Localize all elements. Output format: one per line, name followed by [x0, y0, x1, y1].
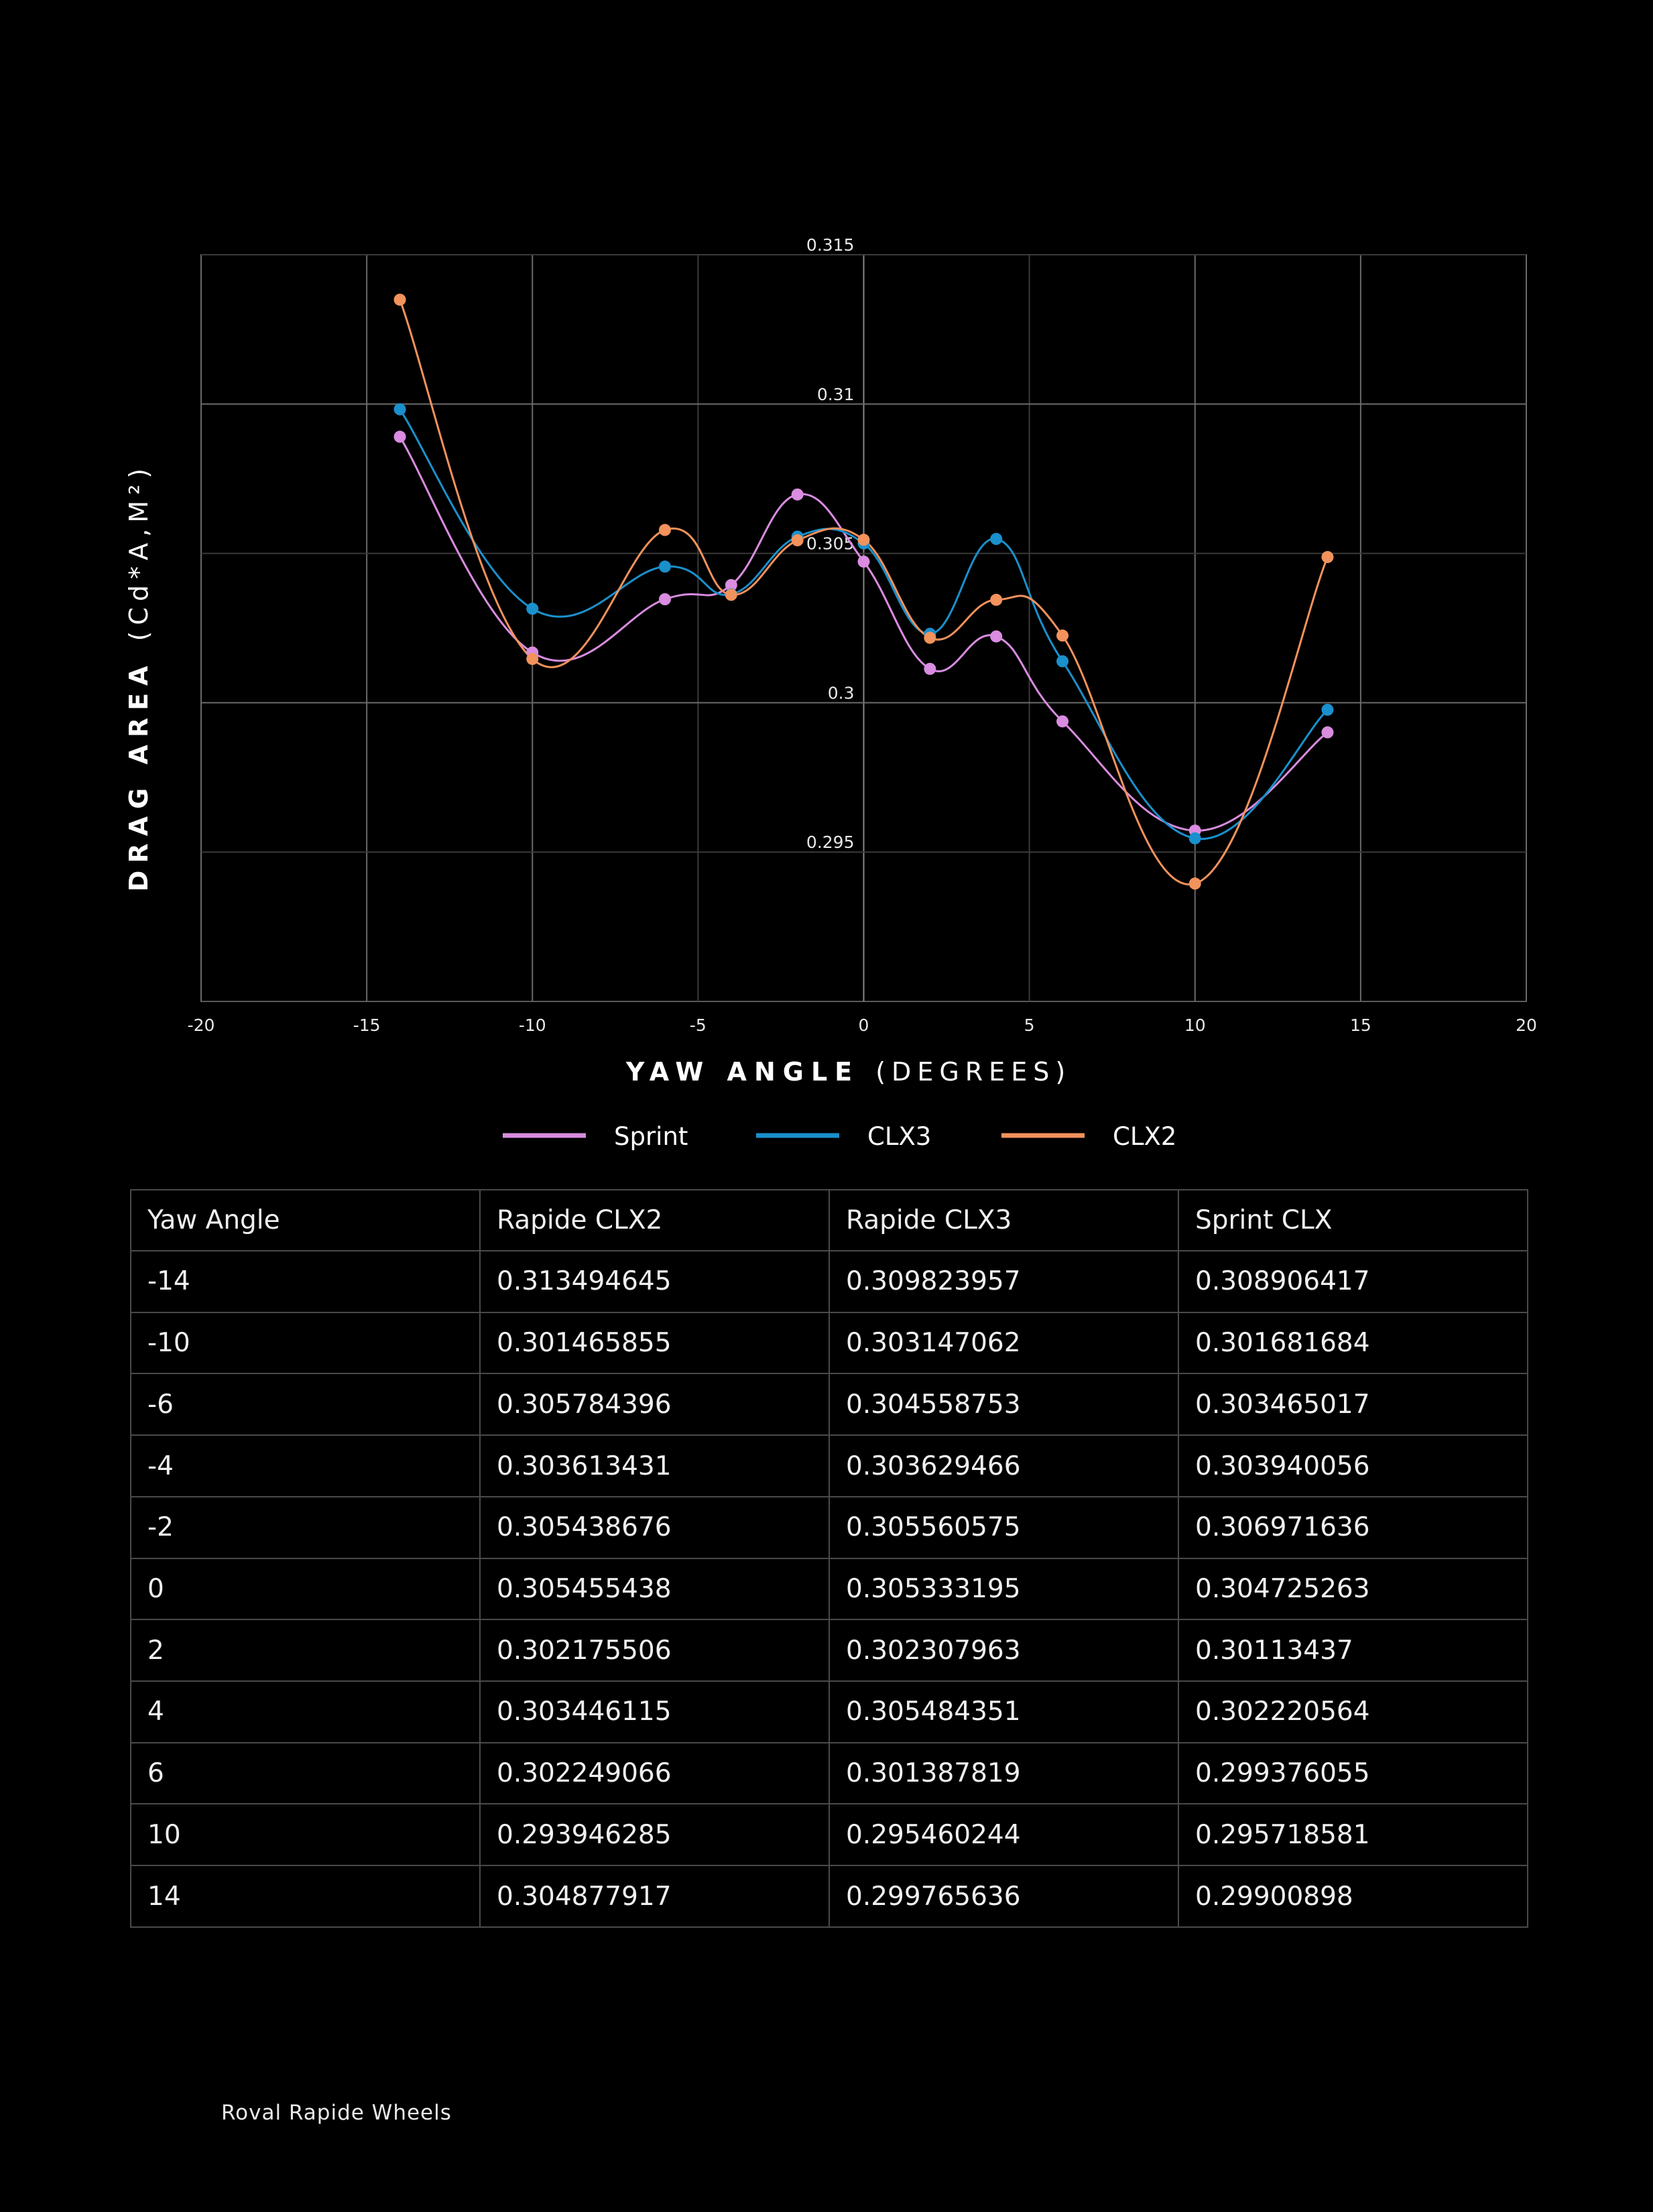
x-tick-label: 15	[1349, 1016, 1371, 1035]
table-row	[131, 1865, 1528, 1927]
header-rapide-clx3: Rapide CLX3	[829, 1190, 1178, 1251]
clx3-data-point	[1056, 656, 1068, 668]
legend-label-clx2: CLX2	[1113, 1122, 1177, 1151]
table-row	[131, 1681, 1528, 1743]
table-cell: -10	[131, 1312, 480, 1374]
clx2-data-point	[725, 589, 737, 601]
clx2-data-point	[858, 534, 870, 546]
clx3-data-point	[526, 603, 538, 615]
header-rapide-clx2: Rapide CLX2	[480, 1190, 829, 1251]
clx2-data-point	[659, 524, 671, 536]
footer-caption: Roval Rapide Wheels	[221, 2101, 452, 2125]
table-cell: 0.302175506	[480, 1619, 829, 1681]
table-cell: 0.301465855	[480, 1312, 829, 1374]
x-tick-label: 20	[1516, 1016, 1537, 1035]
clx3-data-point	[1189, 833, 1201, 845]
table-cell: 0.305455438	[480, 1558, 829, 1620]
table-cell: 0.305333195	[829, 1558, 1178, 1620]
y-tick-label: 0.31	[816, 384, 855, 404]
sprint-data-point	[659, 593, 671, 605]
table-cell: 0.305438676	[480, 1497, 829, 1558]
table-cell: 0.303940056	[1178, 1435, 1528, 1497]
x-axis-title	[625, 1057, 1071, 1087]
x-tick-label: -15	[353, 1016, 381, 1035]
clx3-data-point	[1321, 704, 1333, 716]
clx2-data-point	[924, 631, 936, 643]
sprint-data-point	[394, 431, 406, 443]
table-cell: 0.302249066	[480, 1743, 829, 1804]
y-tick-label: 0.3	[827, 683, 855, 703]
y-axis-title-unit: (Cd*A,M²)	[124, 462, 154, 641]
table-cell: 0.309823957	[829, 1251, 1178, 1312]
x-tick-label: 10	[1184, 1016, 1206, 1035]
table-cell: -4	[131, 1435, 480, 1497]
clx2-data-point	[990, 594, 1002, 606]
table-row	[131, 1312, 1528, 1374]
clx3-data-point	[990, 533, 1002, 545]
header-yaw-angle: Yaw Angle	[131, 1190, 480, 1251]
table-cell: 0.303629466	[829, 1435, 1178, 1497]
table-cell: 0.305484351	[829, 1681, 1178, 1743]
table-cell: 0.303465017	[1178, 1373, 1528, 1435]
table-header-row	[131, 1190, 1528, 1251]
y-tick-label: 0.305	[806, 534, 855, 554]
sprint-data-point	[858, 556, 870, 568]
table-cell: 10	[131, 1804, 480, 1865]
table-cell: -14	[131, 1251, 480, 1312]
y-axis-title	[124, 463, 154, 892]
x-axis-title-unit: (DEGREES)	[875, 1057, 1072, 1087]
x-tick-label: 0	[858, 1016, 869, 1035]
y-tick-label: 0.295	[806, 833, 855, 853]
clx3-data-point	[659, 560, 671, 572]
table-cell: 0.29900898	[1178, 1865, 1528, 1927]
table-cell: 0.305560575	[829, 1497, 1178, 1558]
table-cell: 0.30113437	[1178, 1619, 1528, 1681]
table-cell: 0.304877917	[480, 1865, 829, 1927]
legend-label-sprint: Sprint	[614, 1122, 688, 1151]
y-tick-labels	[806, 235, 855, 852]
table-row	[131, 1804, 1528, 1865]
x-tick-label: -5	[689, 1016, 707, 1035]
table-cell: 4	[131, 1681, 480, 1743]
table-cell: 0.304725263	[1178, 1558, 1528, 1620]
table-cell: 0.304558753	[829, 1373, 1178, 1435]
table-cell: 0.308906417	[1178, 1251, 1528, 1312]
table-cell: 2	[131, 1619, 480, 1681]
table-body	[131, 1251, 1528, 1927]
sprint-data-point	[924, 663, 936, 675]
clx2-data-point	[1321, 551, 1333, 563]
table-cell: 6	[131, 1743, 480, 1804]
sprint-data-point	[1321, 727, 1333, 739]
legend-label-clx3: CLX3	[867, 1122, 932, 1151]
clx2-data-point	[792, 534, 804, 546]
sprint-data-point	[1056, 715, 1068, 727]
sprint-data-point	[792, 489, 804, 501]
y-tick-label: 0.315	[806, 235, 855, 255]
clx2-data-point	[1056, 629, 1068, 641]
table-cell: -6	[131, 1373, 480, 1435]
table-row	[131, 1435, 1528, 1497]
x-tick-label: -20	[187, 1016, 215, 1035]
table-cell: 0.303613431	[480, 1435, 829, 1497]
table-cell: 0.293946285	[480, 1804, 829, 1865]
table-cell: 0.303446115	[480, 1681, 829, 1743]
table-row	[131, 1558, 1528, 1620]
chart-legend	[503, 1122, 1176, 1151]
table-cell: 0.301387819	[829, 1743, 1178, 1804]
table-cell: 0.301681684	[1178, 1312, 1528, 1374]
clx2-data-point	[1189, 877, 1201, 889]
table-row	[131, 1373, 1528, 1435]
drag-area-table	[130, 1189, 1528, 1928]
table-cell: 14	[131, 1865, 480, 1927]
x-tick-labels	[188, 1016, 1537, 1035]
table-cell: 0.302220564	[1178, 1681, 1528, 1743]
clx3-data-point	[394, 404, 406, 416]
x-axis-title-bold: YAW ANGLE	[625, 1057, 860, 1087]
table-row	[131, 1497, 1528, 1558]
chart-grid	[201, 255, 1526, 1001]
table-cell: 0.305784396	[480, 1373, 829, 1435]
table-cell: 0	[131, 1558, 480, 1620]
clx2-data-point	[394, 294, 406, 306]
clx2-data-point	[526, 653, 538, 665]
table-cell: 0.299765636	[829, 1865, 1178, 1927]
table-row	[131, 1619, 1528, 1681]
header-sprint-clx: Sprint CLX	[1178, 1190, 1528, 1251]
sprint-data-point	[990, 630, 1002, 642]
table-cell: -2	[131, 1497, 480, 1558]
table-row	[131, 1743, 1528, 1804]
table-cell: 0.295718581	[1178, 1804, 1528, 1865]
table-row	[131, 1251, 1528, 1312]
table-cell: 0.303147062	[829, 1312, 1178, 1374]
x-tick-label: 5	[1024, 1016, 1035, 1035]
table-cell: 0.306971636	[1178, 1497, 1528, 1558]
table-cell: 0.313494645	[480, 1251, 829, 1312]
table-cell: 0.302307963	[829, 1619, 1178, 1681]
table-cell: 0.299376055	[1178, 1743, 1528, 1804]
table-cell: 0.295460244	[829, 1804, 1178, 1865]
x-tick-label: -10	[518, 1016, 546, 1035]
y-axis-title-bold: DRAG AREA	[124, 658, 154, 892]
